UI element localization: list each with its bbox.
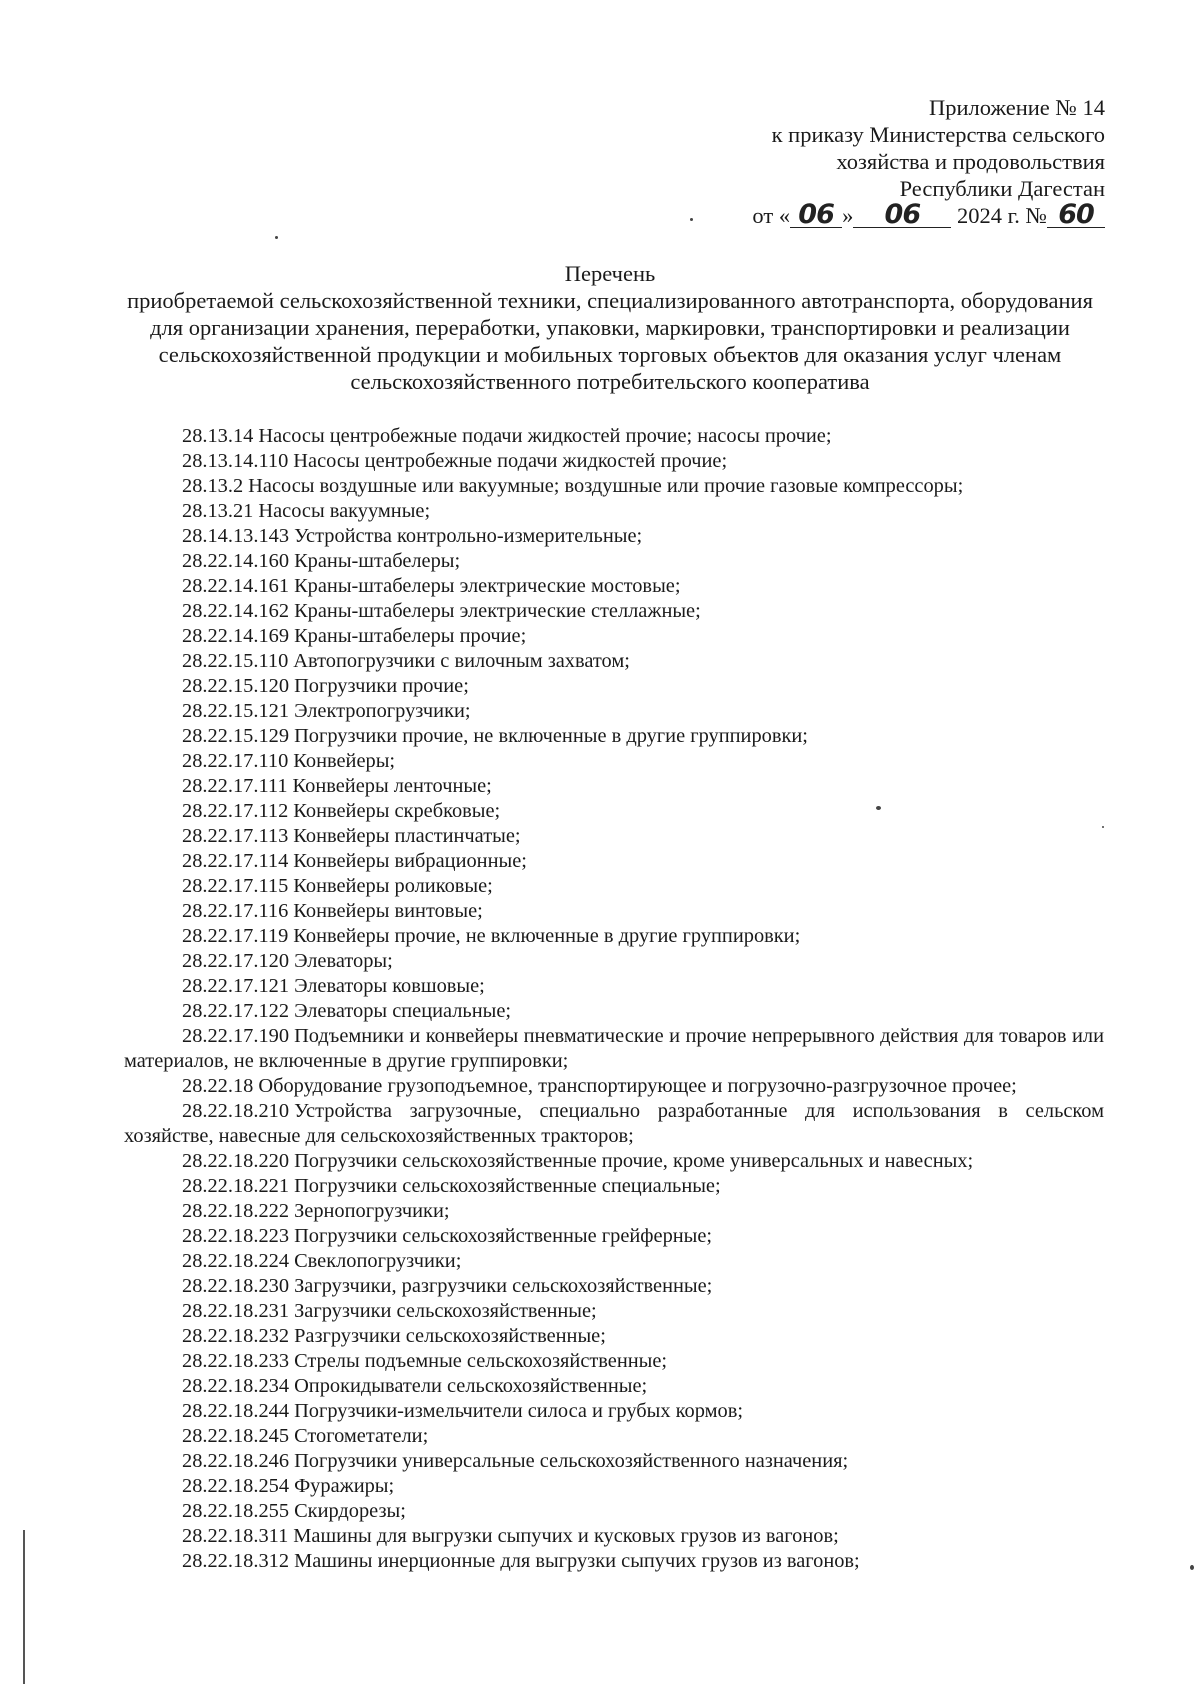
list-item	[124, 1449, 1104, 1474]
list-item	[124, 949, 1104, 974]
item-text: Насосы вакуумные;	[258, 500, 431, 522]
item-text: Насосы центробежные подачи жидкостей прочие; насосы прочие;	[258, 425, 832, 447]
item-code: 28.22.17.121	[182, 975, 290, 997]
item-text: Конвейеры прочие, не включенные в другие группировки;	[293, 925, 801, 947]
item-text: Машины для выгрузки сыпучих и кусковых грузов из вагонов;	[293, 1525, 839, 1547]
item-text: Устройства контрольно-измерительные;	[294, 525, 643, 547]
item-text: Элеваторы специальные;	[294, 1000, 512, 1022]
list-item	[124, 1174, 1104, 1199]
item-code: 28.14.13.143	[182, 525, 290, 547]
item-text: Конвейеры роликовые;	[293, 875, 493, 897]
item-text: Насосы воздушные или вакуумные; воздушные или прочие газовые компрессоры;	[248, 475, 964, 497]
item-code: 28.22.17.114	[182, 850, 289, 872]
item-text: Загрузчики, разгрузчики сельскохозяйственные;	[294, 1275, 713, 1297]
republic-name: Республики Дагестан	[899, 176, 1105, 201]
list-item	[124, 699, 1104, 724]
item-text: Погрузчики прочие;	[294, 675, 469, 697]
list-item	[124, 1074, 1104, 1099]
item-text: Загрузчики сельскохозяйственные;	[294, 1300, 597, 1322]
item-code: 28.22.18.232	[182, 1325, 290, 1347]
item-text: Зернопогрузчики;	[294, 1200, 450, 1222]
item-text: Погрузчики сельскохозяйственные грейферные;	[294, 1225, 713, 1247]
item-text: Конвейеры вибрационные;	[293, 850, 527, 872]
ministry-name: хозяйства и продовольствия	[836, 149, 1105, 174]
list-item	[124, 1524, 1104, 1549]
list-item	[124, 899, 1104, 924]
list-item	[124, 874, 1104, 899]
list-item	[124, 1349, 1104, 1374]
item-text: Насосы центробежные подачи жидкостей прочие;	[293, 450, 728, 472]
item-text: Краны-штабелеры прочие;	[294, 625, 527, 647]
list-item	[124, 749, 1104, 774]
item-code: 28.22.17.190	[182, 1025, 290, 1047]
list-item	[124, 549, 1104, 574]
item-text: Разгрузчики сельскохозяйственные;	[294, 1325, 606, 1347]
list-item	[124, 574, 1104, 599]
item-text: Конвейеры винтовые;	[293, 900, 483, 922]
item-code: 28.22.17.111	[182, 775, 288, 797]
scan-speck	[1190, 1565, 1194, 1570]
list-item	[124, 649, 1104, 674]
item-code: 28.22.18.245	[182, 1425, 290, 1447]
item-text: Погрузчики универсальные сельскохозяйственного назначения;	[294, 1450, 849, 1472]
item-code: 28.22.17.113	[182, 825, 289, 847]
item-text: Подъемники и конвейеры пневматические и прочие непрерывного действия для товаров или материалов, не включенные в другие группировки;	[124, 1025, 1104, 1072]
date-prefix: от «	[752, 203, 791, 228]
item-code: 28.22.17.120	[182, 950, 290, 972]
item-code: 28.13.2	[182, 475, 244, 497]
item-code: 28.22.18.311	[182, 1525, 289, 1547]
item-text: Погрузчики сельскохозяйственные прочие, кроме универсальных и навесных;	[294, 1150, 974, 1172]
list-item	[124, 499, 1104, 524]
item-code: 28.22.17.119	[182, 925, 289, 947]
item-code: 28.22.15.120	[182, 675, 290, 697]
list-item	[124, 474, 1104, 499]
handwritten-day: 06	[790, 204, 842, 228]
item-code: 28.22.18.233	[182, 1350, 290, 1372]
item-code: 28.22.15.121	[182, 700, 290, 722]
list-item	[124, 824, 1104, 849]
item-code: 28.22.18.234	[182, 1375, 290, 1397]
item-text: Стогометатели;	[294, 1425, 429, 1447]
item-text: Свеклопогрузчики;	[294, 1250, 462, 1272]
item-text: Погрузчики сельскохозяйственные специальные;	[294, 1175, 721, 1197]
list-item	[124, 1424, 1104, 1449]
scan-speck	[690, 218, 693, 221]
item-text: Опрокидыватели сельскохозяйственные;	[294, 1375, 648, 1397]
item-code: 28.22.17.122	[182, 1000, 290, 1022]
list-item	[124, 1324, 1104, 1349]
item-code: 28.22.15.110	[182, 650, 289, 672]
list-item	[124, 1549, 1104, 1574]
list-item	[124, 1499, 1104, 1524]
heading-title: Перечень	[564, 261, 656, 286]
item-code: 28.22.18.220	[182, 1150, 290, 1172]
date-year: 2024 г. №	[956, 203, 1047, 228]
item-code: 28.13.21	[182, 500, 254, 522]
list-item	[124, 799, 1104, 824]
item-code: 28.22.18.231	[182, 1300, 290, 1322]
item-text: Конвейеры;	[293, 750, 396, 772]
item-code: 28.22.18.224	[182, 1250, 290, 1272]
item-text: Машины инерционные для выгрузки сыпучих грузов из вагонов;	[294, 1550, 860, 1572]
list-item	[124, 674, 1104, 699]
item-code: 28.22.14.160	[182, 550, 290, 572]
approval-block	[585, 94, 1105, 229]
item-text: Фуражиры;	[294, 1475, 395, 1497]
handwritten-order-number: 60	[1047, 204, 1105, 228]
item-code: 28.22.18.230	[182, 1275, 290, 1297]
item-code: 28.22.18.246	[182, 1450, 290, 1472]
item-code: 28.22.18.210	[182, 1100, 290, 1122]
item-code: 28.22.17.110	[182, 750, 289, 772]
list-item	[124, 1274, 1104, 1299]
list-item	[124, 1199, 1104, 1224]
item-text: Элеваторы;	[294, 950, 393, 972]
list-item	[124, 524, 1104, 549]
item-code: 28.22.18.221	[182, 1175, 290, 1197]
date-quote-close: »	[842, 203, 854, 228]
list-item	[124, 1024, 1104, 1074]
list-item	[124, 1374, 1104, 1399]
list-item	[124, 774, 1104, 799]
item-text: Конвейеры скребковые;	[293, 800, 501, 822]
item-text: Погрузчики прочие, не включенные в другие группировки;	[294, 725, 808, 747]
equipment-list	[124, 424, 1104, 1574]
list-item	[124, 1099, 1104, 1149]
item-code: 28.22.18.244	[182, 1400, 290, 1422]
item-code: 28.22.15.129	[182, 725, 290, 747]
item-text: Электропогрузчики;	[294, 700, 471, 722]
appendix-number: Приложение № 14	[929, 95, 1105, 120]
item-text: Краны-штабелеры электрические стеллажные;	[294, 600, 701, 622]
scan-speck	[876, 806, 881, 810]
list-item	[124, 999, 1104, 1024]
item-text: Конвейеры пластинчатые;	[293, 825, 521, 847]
list-item	[124, 974, 1104, 999]
list-item	[124, 624, 1104, 649]
list-item	[124, 724, 1104, 749]
item-text: Погрузчики-измельчители силоса и грубых кормов;	[294, 1400, 743, 1422]
list-item	[124, 424, 1104, 449]
item-code: 28.13.14.110	[182, 450, 289, 472]
handwritten-month: 06	[853, 204, 951, 228]
item-code: 28.22.18.255	[182, 1500, 290, 1522]
scan-speck	[1102, 826, 1104, 828]
item-code: 28.22.14.161	[182, 575, 290, 597]
item-code: 28.22.17.115	[182, 875, 289, 897]
item-text: Автопогрузчики с вилочным захватом;	[293, 650, 630, 672]
order-date-line	[585, 199, 1105, 230]
item-text: Оборудование грузоподъемное, транспортирующее и погрузочно-разгрузочное прочее;	[258, 1075, 1017, 1097]
item-text: Устройства загрузочные, специально разработанные для использования в сельском хозяйстве, навесные для сельскохозяйственных тракторов;	[124, 1100, 1104, 1147]
item-code: 28.22.17.112	[182, 800, 289, 822]
scan-speck	[275, 236, 278, 239]
item-text: Элеваторы ковшовые;	[294, 975, 485, 997]
item-code: 28.22.17.116	[182, 900, 289, 922]
document-heading	[115, 260, 1105, 395]
list-item	[124, 1474, 1104, 1499]
list-item	[124, 1299, 1104, 1324]
item-text: Краны-штабелеры электрические мостовые;	[294, 575, 681, 597]
item-code: 28.13.14	[182, 425, 254, 447]
item-text: Стрелы подъемные сельскохозяйственные;	[294, 1350, 668, 1372]
item-code: 28.22.18.312	[182, 1550, 290, 1572]
item-code: 28.22.18.254	[182, 1475, 290, 1497]
item-code: 28.22.14.169	[182, 625, 290, 647]
list-item	[124, 449, 1104, 474]
item-text: Конвейеры ленточные;	[292, 775, 492, 797]
item-code: 28.22.18.223	[182, 1225, 290, 1247]
list-item	[124, 1399, 1104, 1424]
item-code: 28.22.18	[182, 1075, 254, 1097]
item-text: Скирдорезы;	[294, 1500, 406, 1522]
list-item	[124, 849, 1104, 874]
scan-margin-line	[23, 1530, 25, 1684]
list-item	[124, 1224, 1104, 1249]
item-code: 28.22.18.222	[182, 1200, 290, 1222]
list-item	[124, 924, 1104, 949]
item-code: 28.22.14.162	[182, 600, 290, 622]
heading-subtitle: приобретаемой сельскохозяйственной техники, специализированного автотранспорта, оборудования для организации хранения, переработки, упаковки, маркировки, транспортировки и реализации сельскохозяйственной продукции и мобильных торговых объектов для оказания услуг членам сельскохозяйственного потребительского кооператива	[127, 288, 1093, 394]
list-item	[124, 1149, 1104, 1174]
list-item	[124, 1249, 1104, 1274]
list-item	[124, 599, 1104, 624]
order-reference: к приказу Министерства сельского	[771, 122, 1105, 147]
item-text: Краны-штабелеры;	[294, 550, 461, 572]
